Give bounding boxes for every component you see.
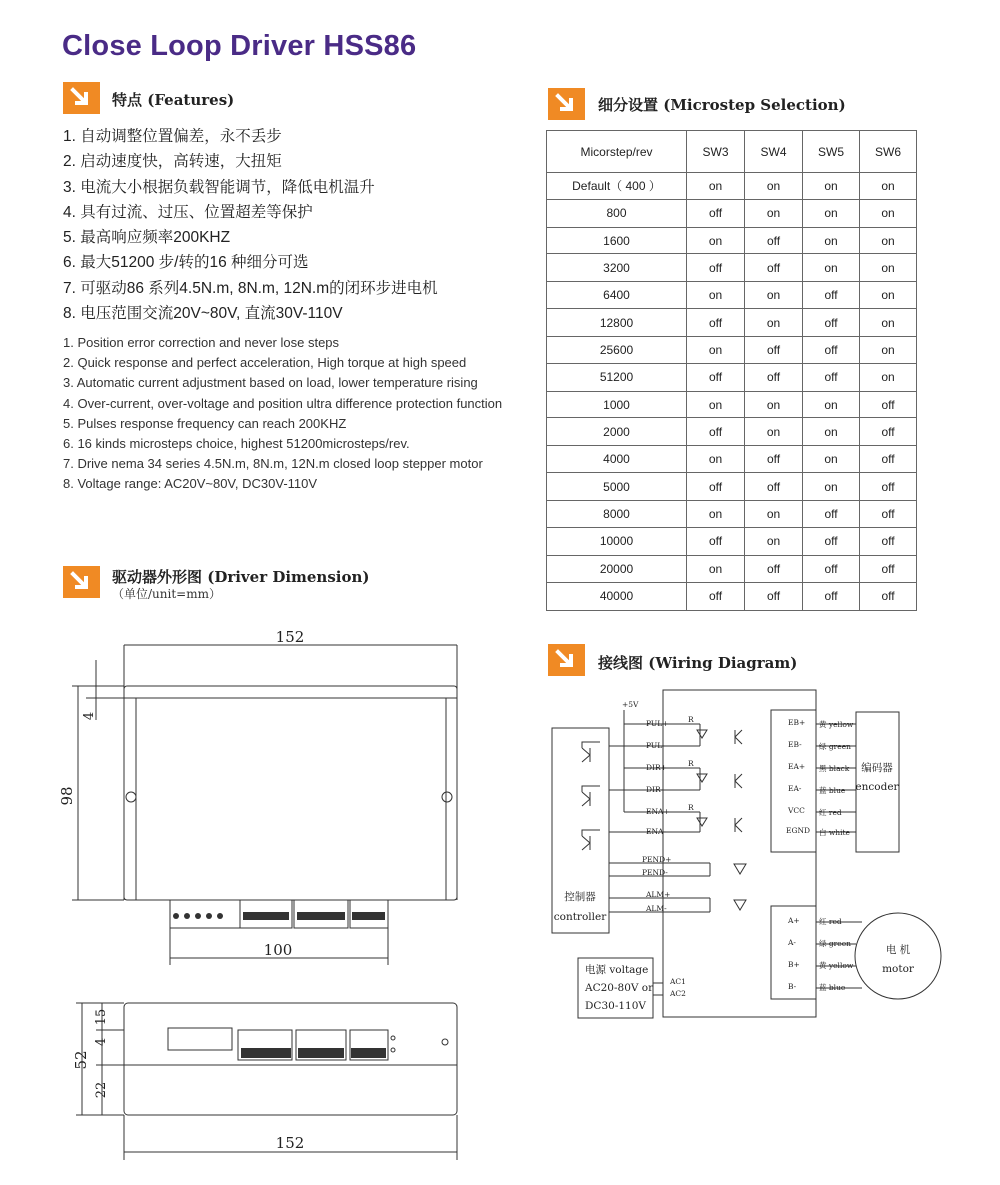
motor-en: motor [882, 963, 914, 975]
table-cell: on [803, 254, 860, 282]
table-cell: off [687, 582, 745, 610]
table-cell: 12800 [547, 309, 687, 337]
encoder-en: encoder [855, 781, 899, 793]
dim-bottom-width: 152 [275, 1134, 305, 1152]
table-cell: Default（ 400 ） [547, 173, 687, 200]
table-cell: 3200 [547, 254, 687, 282]
motor-wire: 绿 green [819, 939, 851, 948]
power-label: 电源 voltage [585, 964, 649, 976]
table-header: SW6 [860, 131, 917, 173]
table-cell: on [687, 391, 745, 418]
table-cell: on [803, 446, 860, 473]
encoder-wire: 白 white [819, 828, 850, 837]
table-cell: 10000 [547, 527, 687, 555]
table-cell: 6400 [547, 282, 687, 309]
encoder-cn: 编码器 [861, 762, 893, 774]
table-cell: off [860, 582, 917, 610]
dim-terminal-width: 100 [263, 941, 293, 959]
wiring-heading: 接线图 (Wiring Diagram) [598, 654, 798, 672]
motor-pin: B+ [788, 960, 800, 969]
signal-label: PUL+ [646, 719, 669, 728]
table-cell: on [860, 227, 917, 254]
dim-height: 98 [58, 786, 76, 806]
dim-side-a: 15 [94, 1008, 109, 1026]
table-cell: off [803, 527, 860, 555]
table-cell: on [860, 363, 917, 391]
signal-label: ALM- [646, 904, 667, 913]
dim-side-total: 52 [72, 1050, 90, 1070]
list-item: 6. 16 kinds microsteps choice, highest 51200microsteps/rev. [63, 435, 410, 451]
signal-label: ALM+ [646, 890, 671, 899]
list-item: 8. Voltage range: AC20V~80V, DC30V-110V [63, 476, 318, 492]
table-cell: off [687, 199, 745, 227]
resistor-label: R [688, 715, 694, 724]
table-cell: off [687, 527, 745, 555]
dim-top-width: 152 [275, 628, 305, 646]
encoder-pin: EA+ [788, 762, 806, 771]
table-cell: off [860, 391, 917, 418]
table-cell: off [803, 555, 860, 582]
table-cell: off [687, 418, 745, 446]
signal-label: PUL- [646, 741, 665, 750]
table-cell: off [803, 282, 860, 309]
table-cell: on [745, 418, 803, 446]
encoder-wire: 黑 black [819, 764, 850, 773]
table-header: SW5 [803, 131, 860, 173]
motor-cn: 电 机 [885, 944, 911, 956]
signal-label: DIR+ [646, 763, 667, 772]
table-cell: on [687, 446, 745, 473]
table-cell: 25600 [547, 337, 687, 364]
table-cell: off [803, 337, 860, 364]
resistor-label: R [688, 759, 694, 768]
encoder-pin: EB- [788, 740, 802, 749]
motor-pin: A- [788, 938, 796, 947]
list-item: 5. 最高响应频率200KHZ [63, 229, 231, 247]
table-cell: 5000 [547, 473, 687, 501]
table-cell: 51200 [547, 363, 687, 391]
table-cell: off [860, 418, 917, 446]
table-cell: off [687, 363, 745, 391]
list-item: 7. 可驱动86 系列4.5N.m, 8N.m, 12N.m的闭环步进电机 [63, 279, 438, 297]
dim-side-c: 22 [94, 1081, 109, 1099]
table-cell: on [860, 337, 917, 364]
list-item: 2. 启动速度快，高转速，大扭矩 [63, 153, 282, 171]
table-cell: on [745, 173, 803, 200]
table-cell: off [860, 473, 917, 501]
table-cell: off [745, 555, 803, 582]
list-item: 8. 电压范围交流20V~80V, 直流30V-110V [63, 305, 343, 323]
list-item: 5. Pulses response frequency can reach 200KHZ [63, 415, 347, 431]
table-cell: off [860, 555, 917, 582]
table-cell: 1600 [547, 227, 687, 254]
table-cell: on [687, 555, 745, 582]
controller-cn: 控制器 [564, 891, 596, 903]
supply-label: +5V [622, 700, 639, 709]
table-cell: on [745, 391, 803, 418]
motor-wire: 蓝 blue [819, 983, 846, 992]
encoder-pin: EA- [788, 784, 802, 793]
list-item: 3. 电流大小根据负载智能调节，降低电机温升 [63, 178, 375, 196]
table-header: SW3 [687, 131, 745, 173]
dim-offset: 4 [82, 711, 97, 721]
motor-pin: A+ [788, 916, 800, 925]
table-cell: on [803, 473, 860, 501]
table-cell: off [687, 473, 745, 501]
table-cell: off [745, 473, 803, 501]
encoder-wire: 绿 green [819, 742, 851, 751]
table-cell: on [860, 254, 917, 282]
list-item: 4. 具有过流、过压、位置超差等保护 [63, 203, 313, 221]
table-cell: off [745, 363, 803, 391]
encoder-pin: EB+ [788, 718, 806, 727]
table-cell: on [687, 337, 745, 364]
table-cell: on [687, 501, 745, 528]
table-cell: on [745, 527, 803, 555]
table-header: Micorstep/rev [547, 131, 687, 173]
table-cell: off [745, 582, 803, 610]
dimension-heading: 驱动器外形图 (Driver Dimension) [112, 568, 370, 586]
list-item: 7. Drive nema 34 series 4.5N.m, 8N.m, 12N.m closed loop stepper motor [63, 456, 483, 472]
table-cell: 800 [547, 199, 687, 227]
table-cell: off [745, 254, 803, 282]
signal-label: ENA+ [646, 807, 670, 816]
encoder-wire: 蓝 blue [819, 786, 846, 795]
table-cell: on [860, 309, 917, 337]
table-cell: off [860, 446, 917, 473]
encoder-wire: 红 red [819, 808, 842, 817]
table-cell: on [687, 227, 745, 254]
table-cell: on [745, 199, 803, 227]
table-cell: on [803, 227, 860, 254]
table-cell: 40000 [547, 582, 687, 610]
signal-label: PEND+ [642, 855, 672, 864]
table-cell: off [687, 309, 745, 337]
table-cell: off [803, 309, 860, 337]
table-cell: 8000 [547, 501, 687, 528]
list-item: 2. Quick response and perfect acceleration, High torque at high speed [63, 355, 467, 371]
table-header: SW4 [745, 131, 803, 173]
encoder-wire: 黄 yellow [819, 720, 854, 729]
ac-label: AC1 [670, 977, 686, 986]
table-cell: on [860, 173, 917, 200]
table-cell: on [803, 199, 860, 227]
table-cell: 2000 [547, 418, 687, 446]
table-cell: off [803, 501, 860, 528]
microstep-heading: 细分设置 (Microstep Selection) [598, 96, 846, 114]
table-cell: 1000 [547, 391, 687, 418]
table-cell: off [803, 582, 860, 610]
list-item: 1. Position error correction and never lose steps [63, 335, 340, 350]
table-cell: 4000 [547, 446, 687, 473]
motor-pin: B- [788, 982, 797, 991]
table-cell: off [860, 501, 917, 528]
ac-label: AC2 [670, 989, 686, 998]
list-item: 3. Automatic current adjustment based on load, lower temperature rising [63, 375, 478, 391]
dim-side-b: 4 [94, 1037, 109, 1047]
table-cell: on [860, 199, 917, 227]
signal-label: ENA- [646, 827, 666, 836]
signal-label: DIR- [646, 785, 664, 794]
table-cell: off [745, 337, 803, 364]
encoder-pin: EGND [786, 826, 811, 835]
signal-label: PEND- [642, 868, 668, 877]
list-item: 1. 自动调整位置偏差，永不丢步 [63, 128, 282, 145]
features-heading: 特点 (Features) [112, 91, 235, 109]
table-cell: on [803, 173, 860, 200]
table-cell: 20000 [547, 555, 687, 582]
table-cell: on [687, 173, 745, 200]
resistor-label: R [688, 803, 694, 812]
table-cell: on [860, 282, 917, 309]
table-cell: on [687, 282, 745, 309]
table-cell: on [803, 418, 860, 446]
table-cell: off [803, 363, 860, 391]
table-cell: off [860, 527, 917, 555]
table-cell: on [745, 282, 803, 309]
power-label: DC30-110V [585, 1000, 646, 1012]
encoder-pin: VCC [788, 806, 805, 815]
table-cell: on [745, 501, 803, 528]
page-title: Close Loop Driver HSS86 [62, 30, 417, 62]
table-cell: off [745, 227, 803, 254]
table-cell: on [745, 309, 803, 337]
motor-wire: 红 red [819, 917, 842, 926]
table-cell: off [745, 446, 803, 473]
power-label: AC20-80V or [585, 982, 654, 994]
motor-wire: 黄 yellow [819, 961, 854, 970]
dimension-unit: （单位/unit=mm） [112, 587, 221, 601]
controller-en: controller [553, 911, 607, 923]
table-cell: on [803, 391, 860, 418]
list-item: 4. Over-current, over-voltage and position ultra difference protection function [63, 395, 503, 411]
table-cell: off [687, 254, 745, 282]
list-item: 6. 最大51200 步/转的16 种细分可选 [63, 254, 309, 272]
